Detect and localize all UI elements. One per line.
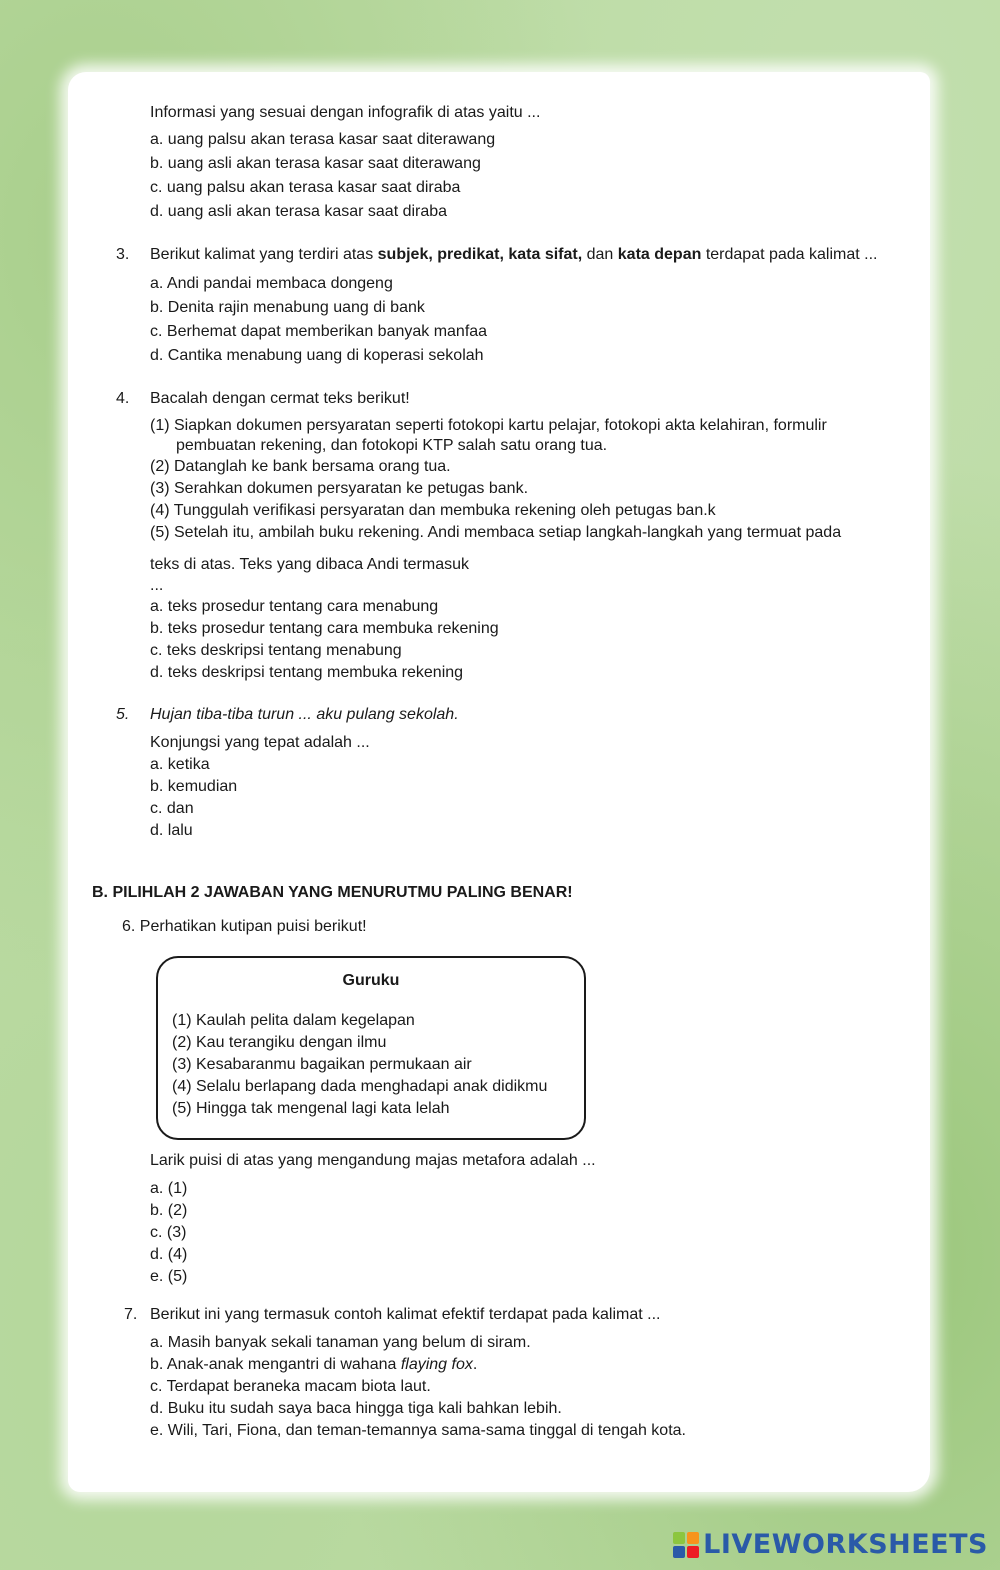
q3-number: 3. [116, 246, 130, 263]
q6-option-d[interactable]: d. (4) [150, 1246, 188, 1263]
q5-option-d[interactable]: d. lalu [150, 822, 193, 839]
q7-option-c[interactable]: c. Terdapat beraneka macam biota laut. [150, 1378, 431, 1395]
logo-square-2 [687, 1532, 699, 1544]
section-b-heading: B. PILIHLAH 2 JAWABAN YANG MENURUTMU PALING BENAR! [92, 884, 573, 901]
q7-option-b[interactable] [92, 1354, 922, 1376]
q2-option-c[interactable]: c. uang palsu akan terasa kasar saat diraba [150, 179, 461, 196]
poem-line-1: (1) Kaulah pelita dalam kegelapan [172, 1012, 415, 1029]
logo-square-3 [673, 1546, 685, 1558]
q4-prompt [92, 388, 922, 410]
q4-option-d[interactable]: d. teks deskripsi tentang membuka rekening [150, 664, 464, 681]
q6-option-e[interactable]: e. (5) [150, 1268, 188, 1285]
q4-step-2: (2) Datanglah ke bank bersama orang tua. [150, 458, 451, 475]
q4-number: 4. [116, 390, 130, 407]
q5-option-c[interactable]: c. dan [150, 800, 194, 817]
q5-prompt: Konjungsi yang tepat adalah ... [150, 734, 370, 751]
q4-question: teks di atas. Teks yang dibaca Andi termasuk [150, 556, 469, 573]
q6-option-b[interactable]: b. (2) [150, 1202, 188, 1219]
q5-number: 5. [116, 706, 130, 723]
q7-option-e[interactable]: e. Wili, Tari, Fiona, dan teman-temannya sama-sama tinggal di tengah kota. [150, 1422, 686, 1439]
q2-option-a[interactable]: a. uang palsu akan terasa kasar saat diterawang [150, 131, 496, 148]
liveworksheets-logo[interactable] [673, 1529, 988, 1560]
logo-square-1 [673, 1532, 685, 1544]
q5-sentence-text: Hujan tiba-tiba turun ... aku pulang sekolah. [150, 706, 459, 723]
poem-box [156, 956, 586, 1140]
q3-prompt [92, 244, 922, 266]
q4-step-5: (5) Setelah itu, ambilah buku rekening. Andi membaca setiap langkah-langkah yang termuat pada [150, 524, 842, 541]
q6-option-a[interactable]: a. (1) [150, 1180, 188, 1197]
poem-line-2: (2) Kau terangiku dengan ilmu [172, 1034, 387, 1051]
q7-option-b-italic: flaying fox [400, 1356, 473, 1373]
q7-option-b-post: . [472, 1356, 478, 1373]
q4-step-1: (1) Siapkan dokumen persyaratan seperti fotokopi kartu pelajar, fotokopi akta kelahiran, formulir [150, 417, 827, 434]
q3-text-2: dan [582, 246, 618, 263]
q3-option-d[interactable]: d. Cantika menabung uang di koperasi sekolah [150, 347, 484, 364]
q3-bold-2: kata depan [617, 246, 702, 263]
q7-prompt [92, 1304, 922, 1326]
poem-title: Guruku [342, 972, 400, 989]
logo-square-4 [687, 1546, 699, 1558]
q3-bold-1: subjek, predikat, kata sifat, [377, 246, 583, 263]
q3-text-1: Berikut kalimat yang terdiri atas [150, 246, 378, 263]
q6-option-c[interactable]: c. (3) [150, 1224, 187, 1241]
q4-option-a[interactable]: a. teks prosedur tentang cara menabung [150, 598, 439, 615]
q7-option-d[interactable]: d. Buku itu sudah saya baca hingga tiga kali bahkan lebih. [150, 1400, 562, 1417]
q4-step-1-cont: pembuatan rekening, dan fotokopi KTP salah satu orang tua. [176, 437, 608, 454]
poem-line-3: (3) Kesabaranmu bagaikan permukaan air [172, 1056, 472, 1073]
worksheet-content [92, 102, 922, 1442]
q4-prompt-text: Bacalah dengan cermat teks berikut! [150, 390, 410, 407]
q5-option-b[interactable]: b. kemudian [150, 778, 238, 795]
q3-text-3: terdapat pada kalimat ... [701, 246, 878, 263]
q5-option-a[interactable]: a. ketika [150, 756, 210, 773]
q4-question-ellipsis: ... [150, 577, 164, 594]
q4-step-4: (4) Tunggulah verifikasi persyaratan dan membuka rekening oleh petugas ban.k [150, 502, 716, 519]
q2-option-b[interactable]: b. uang asli akan terasa kasar saat diterawang [150, 155, 481, 172]
q4-step-3: (3) Serahkan dokumen persyaratan ke petugas bank. [150, 480, 529, 497]
liveworksheets-logo-text: LIVEWORKSHEETS [703, 1529, 988, 1560]
poem-line-5: (5) Hingga tak mengenal lagi kata lelah [172, 1100, 450, 1117]
q7-prompt-text: Berikut ini yang termasuk contoh kalimat efektif terdapat pada kalimat ... [150, 1306, 661, 1323]
q3-option-b[interactable]: b. Denita rajin menabung uang di bank [150, 299, 425, 316]
q7-number: 7. [124, 1306, 138, 1323]
q4-option-b[interactable]: b. teks prosedur tentang cara membuka rekening [150, 620, 499, 637]
q3-option-c[interactable]: c. Berhemat dapat memberikan banyak manfaa [150, 323, 488, 340]
q3-option-a[interactable]: a. Andi pandai membaca dongeng [150, 275, 393, 292]
q2-prompt: Informasi yang sesuai dengan infografik di atas yaitu ... [150, 104, 541, 121]
q2-option-d[interactable]: d. uang asli akan terasa kasar saat diraba [150, 203, 448, 220]
liveworksheets-logo-icon [673, 1532, 699, 1558]
q6-question: Larik puisi di atas yang mengandung majas metafora adalah ... [150, 1152, 596, 1169]
q4-option-c[interactable]: c. teks deskripsi tentang menabung [150, 642, 402, 659]
q7-option-b-pre: b. Anak-anak mengantri di wahana [150, 1356, 401, 1373]
poem-line-4: (4) Selalu berlapang dada menghadapi anak didikmu [172, 1078, 548, 1095]
q6-prompt: 6. Perhatikan kutipan puisi berikut! [122, 918, 367, 935]
q7-option-a[interactable]: a. Masih banyak sekali tanaman yang belum di siram. [150, 1334, 531, 1351]
q5-sentence [92, 704, 922, 726]
